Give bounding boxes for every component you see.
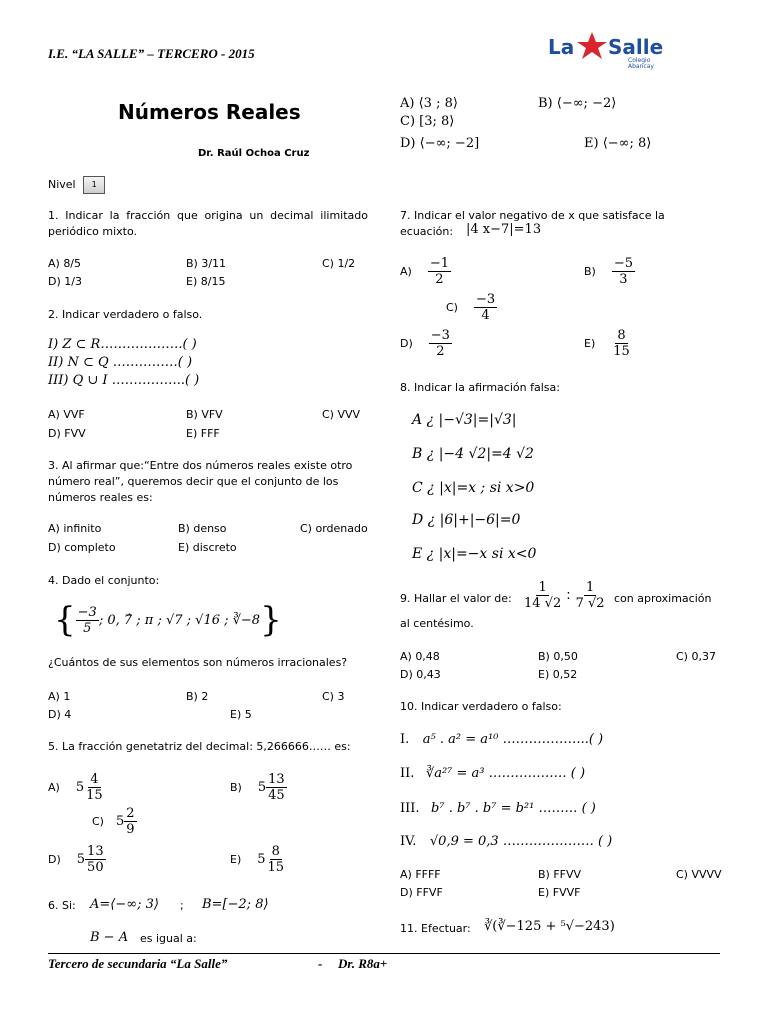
q6-stem: 6. Si: (48, 899, 76, 912)
q8-item-c: C ¿ |x|=x ; si x>0 (412, 480, 535, 496)
q4-question: ¿Cuántos de sus elementos son números irracionales? (48, 656, 348, 669)
q7-option-c: C) $\frac{-3}{4}$ (446, 292, 496, 323)
q11-stem: 11. Efectuar: (400, 922, 471, 935)
q1-option-c: C) 1/2 (322, 257, 356, 270)
q4-set-rest: ; 0, 7̂ ; π ; √7 ; √16 ; ∛−8 (98, 612, 261, 628)
q3-option-c: C) ordenado (300, 522, 368, 535)
q11-expression: ∛(∛−125 + ⁵√−243) (484, 919, 615, 934)
nivel (48, 176, 105, 194)
q7-stem: 7. Indicar el valor negativo de x que satisface la ecuación: (400, 209, 665, 238)
q2-option-d: D) FVV (48, 427, 86, 440)
q2-option-c: C) VVV (322, 408, 361, 421)
q9-option-c: C) 0,37 (676, 650, 716, 663)
svg-text:Salle: Salle (608, 35, 664, 59)
q2-item-1: I) Z ⊂ R……………….( ) (48, 337, 197, 352)
q8-item-b: B ¿ |−4 √2|=4 √2 (412, 446, 534, 462)
nivel-label: Nivel (48, 178, 76, 191)
q10-option-d: D) FFVF (400, 886, 443, 899)
q6-option-a: A) ⟨3 ; 8⟩ (400, 96, 458, 111)
q10-stem: 10. Indicar verdadero o falso: (400, 700, 562, 713)
q9-option-d: D) 0,43 (400, 668, 441, 681)
footer-divider (48, 953, 720, 954)
svg-text:La: La (548, 35, 575, 59)
q4-option-e: E) 5 (230, 708, 252, 721)
q10-item-1: I. a⁵ . a² = a¹⁰ ………………..( ) (400, 732, 604, 747)
q7-option-a: A) $\frac{-1}{2}$ (400, 256, 449, 287)
q4-option-d: D) 4 (48, 708, 72, 721)
q2-option-e: E) FFF (186, 427, 220, 440)
q8-stem: 8. Indicar la afirmación falsa: (400, 381, 560, 394)
q6-set-a: A=⟨−∞; 3⟩ (90, 897, 159, 912)
nivel-badge: 1 (83, 176, 105, 194)
q8-item-a: A ¿ |−√3|=|√3| (412, 412, 517, 428)
q9-option-e: E) 0,52 (538, 668, 578, 681)
q7-option-b: B) $\frac{-5}{3}$ (584, 256, 634, 287)
q10-option-b: B) FFVV (538, 868, 582, 881)
q10-item-4: IV. √0,9 = 0,3 ………………… ( ) (400, 834, 613, 849)
q2-item-3: III) Q ∪ I ……………..( ) (48, 373, 200, 388)
page-title: Números Reales (118, 100, 301, 124)
q6-option-d: D) ⟨−∞; −2] (400, 136, 480, 151)
q10-option-e: E) FVVF (538, 886, 581, 899)
q7-option-e: E) $\frac{8}{15}$ (584, 328, 630, 359)
q9-tail-2: al centésimo. (400, 617, 474, 630)
q6-option-b: B) ⟨−∞; −2⟩ (538, 96, 617, 111)
q1-option-a: A) 8/5 (48, 257, 82, 270)
q6-tail: es igual a: (140, 932, 197, 945)
q5-option-e: E) 5 $\frac{8}{15}$ (230, 844, 285, 875)
q8-item-d: D ¿ |6|+|−6|=0 (412, 512, 521, 528)
q6-option-e: E) ⟨−∞; 8⟩ (584, 136, 652, 151)
q4-option-c: C) 3 (322, 690, 345, 703)
q5-option-b: B) 5 $\frac{13}{45}$ (230, 772, 285, 803)
q9-option-b: B) 0,50 (538, 650, 578, 663)
q9-expression: $\frac{1}{14 √2}$ : $\frac{1}{7 √2}$ (524, 580, 605, 611)
q7-equation: |4 x−7|=13 (466, 222, 542, 237)
q5-option-a: A) 5 $\frac{4}{15}$ (48, 772, 103, 803)
q4-option-b: B) 2 (186, 690, 209, 703)
q5-stem: 5. La fracción genetatriz del decimal: 5,266666…… es: (48, 740, 351, 753)
q3-stem: 3. Al afirmar que:“Entre dos números reales existe otro número real”, queremos decir que el conjunto de los números reales es: (48, 459, 353, 504)
q1-option-d: D) 1/3 (48, 275, 82, 288)
q1-stem: 1. Indicar la fracción que origina un decimal ilimitado periódico mixto. (48, 209, 368, 238)
q3-option-a: A) infinito (48, 522, 102, 535)
q3-option-b: B) denso (178, 522, 227, 535)
q4-stem: 4. Dado el conjunto: (48, 574, 160, 587)
q2-option-b: B) VFV (186, 408, 223, 421)
q1-option-b: B) 3/11 (186, 257, 227, 270)
q10-item-2: II. ∛a²⁷ = a³ ……………… ( ) (400, 766, 586, 781)
q2-item-2: II) N ⊂ Q ……………( ) (48, 355, 193, 370)
star-icon (577, 32, 607, 59)
author: Dr. Raúl Ochoa Cruz (198, 148, 310, 159)
school-header: I.E. “LA SALLE” – TERCERO - 2015 (48, 46, 255, 61)
q9-option-a: A) 0,48 (400, 650, 440, 663)
footer-dash: - (318, 956, 323, 971)
q1-option-e: E) 8/15 (186, 275, 226, 288)
q4-option-a: A) 1 (48, 690, 71, 703)
q10-option-c: C) VVVV (676, 868, 722, 881)
la-salle-logo (540, 28, 680, 74)
q6-expression: B − A (90, 930, 129, 945)
q7-option-d: D) $\frac{-3}{2}$ (400, 328, 450, 359)
q10-option-a: A) FFFF (400, 868, 441, 881)
q2-option-a: A) VVF (48, 408, 85, 421)
q6-separator: ; (180, 899, 184, 912)
q10-item-3: III. b⁷ . b⁷ . b⁷ = b²¹ ……… ( ) (400, 801, 596, 816)
q5-option-c: C) 5 $\frac{2}{9}$ (92, 806, 135, 837)
q6-set-b: B=[−2; 8⟩ (202, 897, 269, 912)
q8-item-e: E ¿ |x|=−x si x<0 (412, 546, 537, 562)
q9-tail: con aproximación (614, 592, 712, 605)
footer-right: Dr. R8a+ (338, 956, 388, 971)
q4-set: { $\frac{-3}{5}$ ; 0, 7̂ ; π ; √7 ; √16 ; ∛−8 } (54, 600, 282, 640)
q4-fraction: $\frac{-3}{5}$ (77, 604, 97, 636)
svg-text:Abancay: Abancay (628, 63, 654, 70)
q3-option-e: E) discreto (178, 541, 237, 554)
footer-left: Tercero de secundaria “La Salle” (48, 956, 228, 971)
q5-option-d: D) 5 $\frac{13}{50}$ (48, 844, 104, 875)
q2-stem: 2. Indicar verdadero o falso. (48, 308, 203, 321)
q6-option-c: C) [3; 8⟩ (400, 114, 455, 129)
q9-stem: 9. Hallar el valor de: (400, 592, 512, 605)
svg-text:Colegio: Colegio (628, 57, 651, 64)
q3-option-d: D) completo (48, 541, 116, 554)
